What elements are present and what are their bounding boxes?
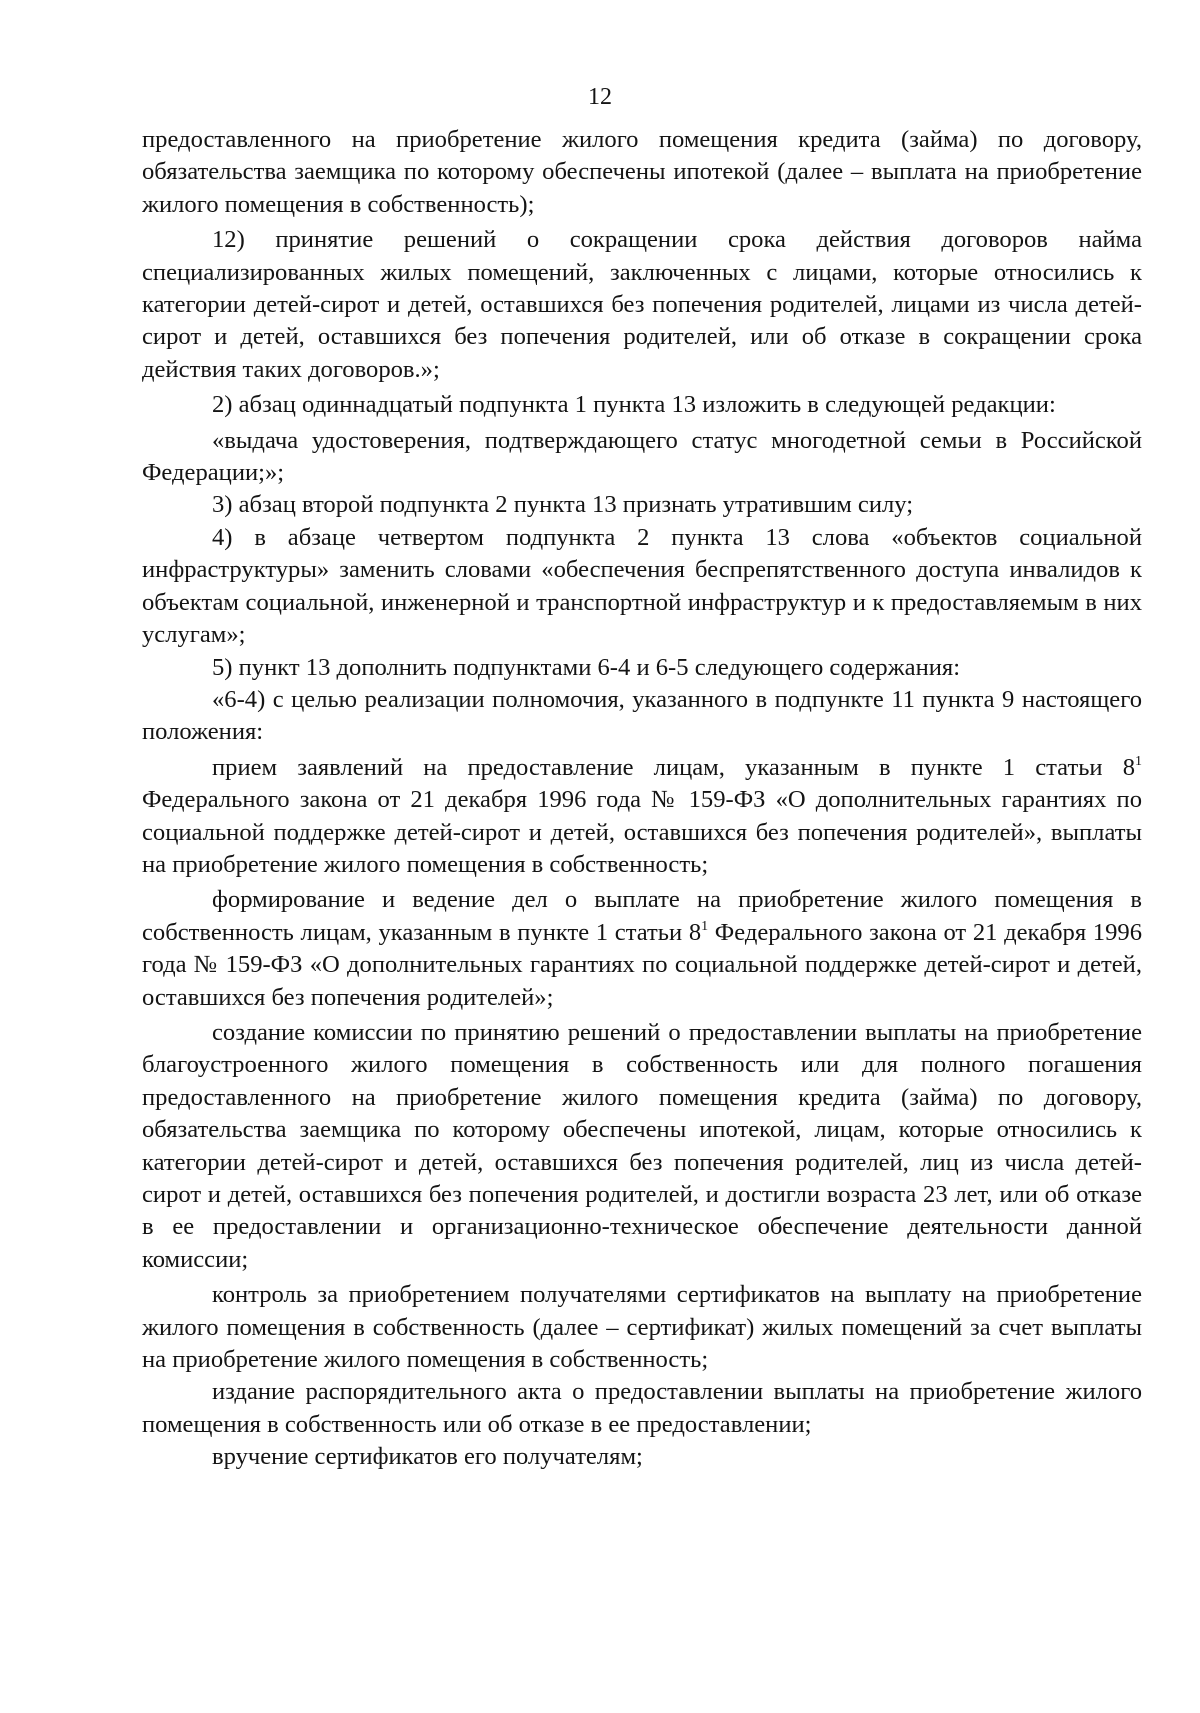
paragraph-case-files	[142, 884, 1142, 1014]
paragraph-item-12: 12) принятие решений о сокращении срока действия договоров найма специализированных жилых помещений, заключенных с лицами, которые относились к категории детей-сирот и детей, оставшихся без попечения родителей, лицами из числа детей-сирот и детей, оставшихся без попечения родителей, или об отказе в сокращении срока действия таких договоров.»;	[142, 226, 1142, 383]
paragraph-item-4: 4) в абзаце четвертом подпункта 2 пункта 13 слова «объектов социальной инфраструктуры» заменить словами «обеспечения беспрепятственного доступа инвалидов к объектам социальной, инженерной и транспортной инфраструктур и к предоставляемым в них услугам»;	[142, 523, 1142, 649]
paragraph-quote-certificate: «выдача удостоверения, подтверждающего статус многодетной семьи в Российской Федерации;»;	[142, 426, 1142, 487]
paragraph-item-3: 3) абзац второй подпункта 2 пункта 13 признать утратившим силу;	[212, 491, 914, 519]
superscript: 1	[1135, 753, 1142, 769]
paragraph-text: формирование и ведение дел о выплате на приобретение жилого помещения в собственность лицам, указанным в пункте 1 статьи 8	[142, 886, 1142, 946]
paragraph-item-2: 2) абзац одиннадцатый подпункта 1 пункта 13 изложить в следующей редакции:	[212, 391, 1056, 419]
paragraph-commission: создание комиссии по принятию решений о предоставлении выплаты на приобретение благоустроенного жилого помещения в собственность или для полного погашения предоставленного на приобретение жилого помещения кредита (займа) по договору, обязательства заемщика по которому обеспечены ипотекой, лицам, которые относились к категории детей-сирот и детей, оставшихся без попечения родителей, лиц из числа детей-сирот и детей, оставшихся без попечения родителей, и достигли возраста 23 лет, или об отказе в ее предоставлении и организационно-техническое обеспечение деятельности данной комиссии;	[142, 1018, 1142, 1273]
paragraph-order: издание распорядительного акта о предоставлении выплаты на приобретение жилого помещения в собственность или об отказе в ее предоставлении;	[142, 1378, 1142, 1438]
paragraph-text: Федерального закона от 21 декабря 1996 года № 159-ФЗ «О дополнительных гарантиях по социальной поддержке детей-сирот и детей, оставшихся без попечения родителей», выплаты на приобретение жилого помещения в собственность;	[142, 786, 1142, 878]
page-number: 12	[588, 84, 612, 110]
document-body	[142, 124, 1142, 1474]
paragraph-text: прием заявлений на предоставление лицам, указанным в пункте 1 статьи 8	[212, 753, 1135, 781]
paragraph-applications	[142, 752, 1142, 882]
paragraph-subitem-6-4: «6-4) с целью реализации полномочия, указанного в подпункте 11 пункта 9 настоящего положения:	[142, 685, 1142, 746]
paragraph-certificates: вручение сертификатов его получателям;	[212, 1443, 643, 1471]
superscript: 1	[701, 918, 709, 934]
paragraph-text: Федерального закона от 21 декабря 1996 года № 159-ФЗ «О дополнительных гарантиях по социальной поддержке детей-сирот и детей, оставшихся без попечения родителей»;	[142, 918, 1142, 1011]
paragraph-item-5: 5) пункт 13 дополнить подпунктами 6-4 и 6-5 следующего содержания:	[212, 653, 961, 681]
paragraph-continuation: предоставленного на приобретение жилого помещения кредита (займа) по договору, обязательства заемщика по которому обеспечены ипотекой (далее – выплата на приобретение жилого помещения в собственность);	[142, 126, 1142, 218]
paragraph-control: контроль за приобретением получателями сертификатов на выплату на приобретение жилого помещения в собственность (далее – сертификат) жилых помещений за счет выплаты на приобретение жилого помещения в собственность;	[142, 1281, 1142, 1374]
